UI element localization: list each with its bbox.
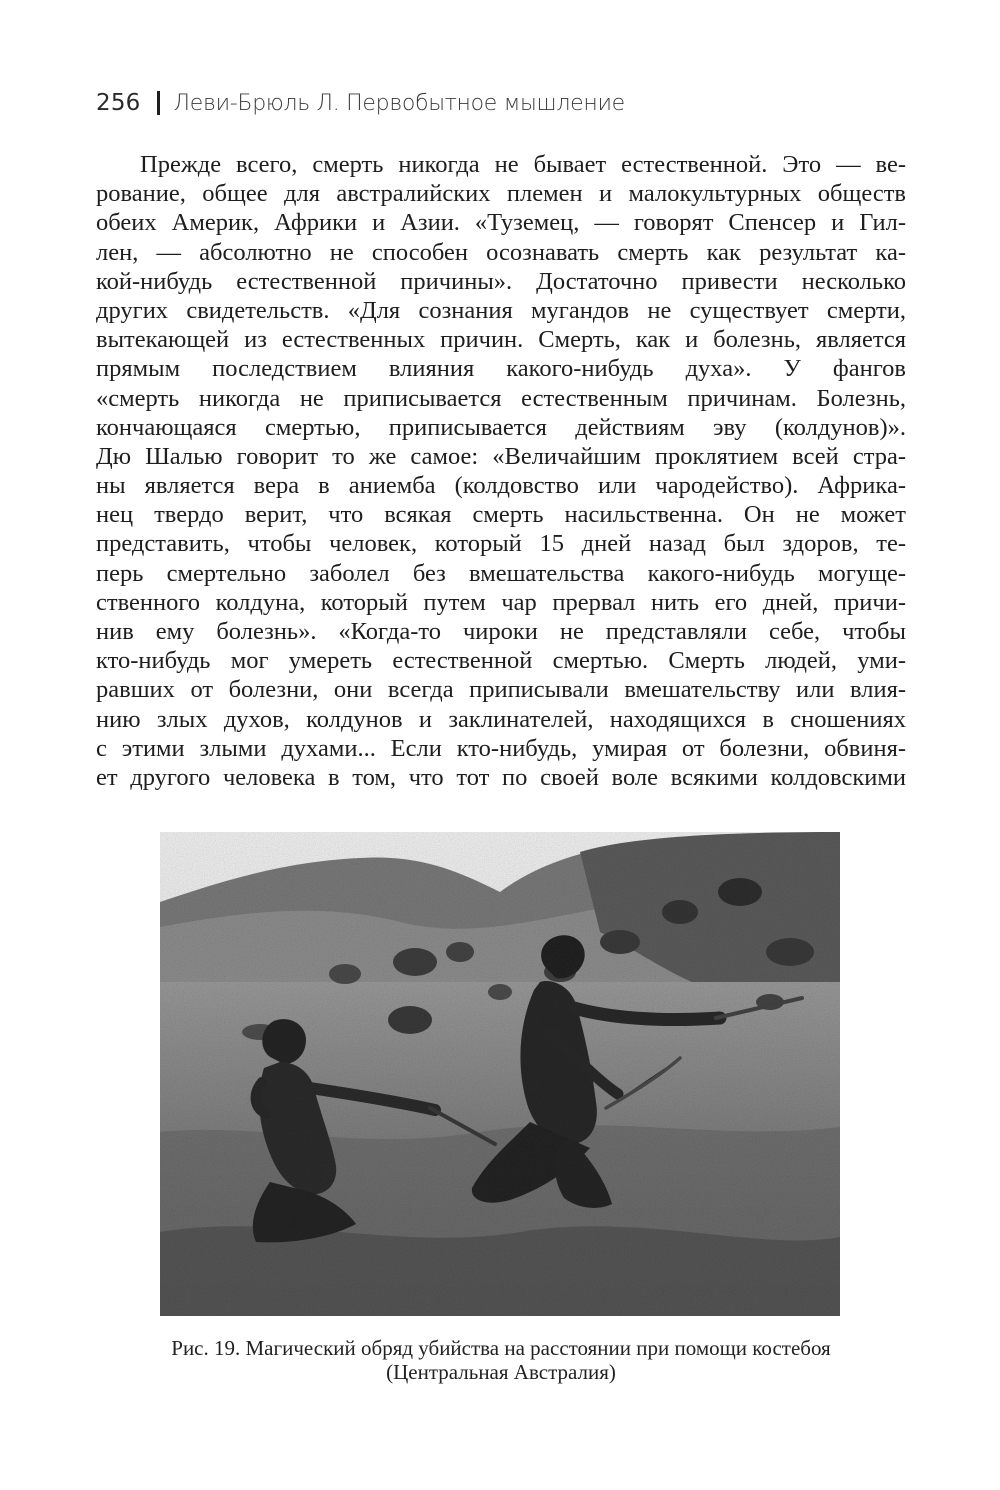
text-line: кой-нибудь естественной причины». Достаточно привести несколько [96,267,906,295]
text-line: нив ему болезнь». «Когда-то чироки не представляли себе, чтобы [96,618,906,645]
text-line: вытекающей из естественных причин. Смерть, как и болезнь, является [96,326,906,354]
text-line: других свидетельств. «Для сознания мугандов не существует смерти, [96,296,906,324]
body-paragraph [96,150,906,792]
text-line: кто-нибудь мог умереть естественной смертью. Смерть людей, уми- [96,647,906,675]
text-line: кончающаяся смертью, приписывается действиям эву (колдунов)». [96,413,906,441]
text-line: Прежде всего, смерть никогда не бывает естественной. Это — ве- [140,151,906,178]
header-divider [157,91,160,115]
figure-photo [160,832,840,1316]
text-line: «смерть никогда не приписывается естественным причинам. Болезнь, [96,384,906,412]
text-line: нец твердо верит, что всякая смерть насильственна. Он не может [96,501,906,529]
text-line: представить, чтобы человек, который 15 дней назад был здоров, те- [96,530,906,558]
caption-line: Рис. 19. Магический обряд убийства на расстоянии при помощи костебоя [171,1336,831,1360]
ritual-photo-illustration [160,832,840,1316]
running-head [96,86,625,120]
text-line: с этими злыми духами... Если кто-нибудь, умирая от болезни, обвиня- [96,734,906,762]
figure-caption [96,1336,906,1384]
text-line: нию злых духов, колдунов и заклинателей, находящихся в сношениях [96,705,906,733]
text-line: равших от болезни, они всегда приписывали вмешательству или влия- [96,676,906,704]
page-number: 256 [96,90,141,116]
text-line: ет другого человека в том, что тот по своей воле всякими колдовскими [96,763,906,791]
text-line: лен, — абсолютно не способен осознавать смерть как результат ка- [96,238,906,266]
text-line: прямым последствием влияния какого-нибудь духа». У фангов [96,355,906,383]
book-title: Леви-Брюль Л. Первобытное мышление [173,90,625,116]
caption-line: (Центральная Австралия) [386,1360,616,1384]
text-line: ственного колдуна, который путем чар прервал нить его дней, причи- [96,588,906,616]
text-line: Дю Шалью говорит то же самое: «Величайшим проклятием всей стра- [96,442,906,470]
text-line: ны является вера в аниемба (колдовство или чародейство). Африка- [96,472,906,500]
text-line: обеих Америк, Африки и Азии. «Туземец, — говорят Спенсер и Гил- [96,209,906,237]
text-line: перь смертельно заболел без вмешательства какого-нибудь могуще- [96,559,906,587]
text-line: рование, общее для австралийских племен и малокультурных обществ [96,180,906,208]
